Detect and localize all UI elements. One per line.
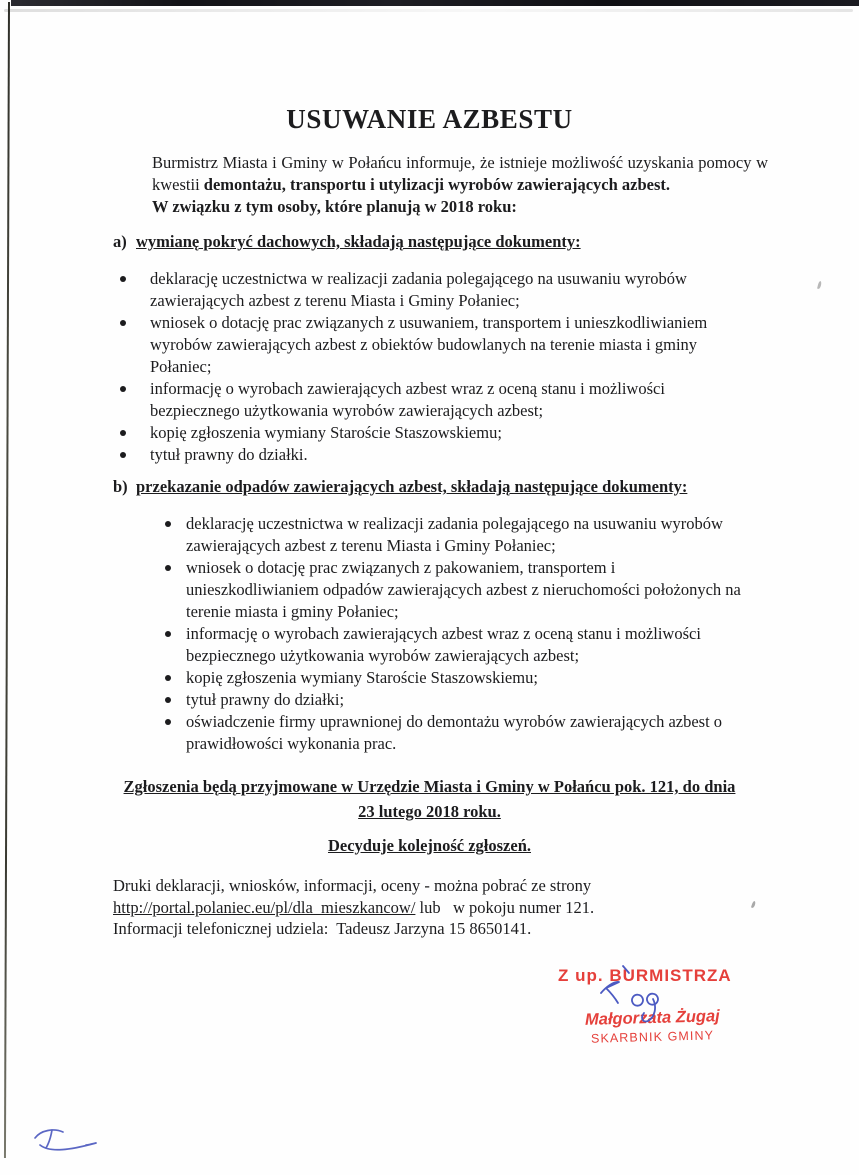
list-item: kopię zgłoszenia wymiany Staroście Staszowskiemu; [163, 667, 747, 689]
section-b-list [163, 513, 747, 755]
download-info-line1: Druki deklaracji, wniosków, informacji, oceny - można pobrać ze strony [113, 876, 592, 895]
section-b-heading-text: przekazanie odpadów zawierających azbest, składają następujące dokumenty: [136, 477, 688, 496]
intro-text: Burmistrz Miasta i Gminy w Połańcu informuje, że istnieje możliwość uzyskania pomocy w kwestii [152, 153, 768, 194]
scan-edge-top-shadow [4, 9, 853, 12]
intro-bold-line: W związku z tym osoby, które planują w 2018 roku: [152, 197, 517, 216]
list-item: oświadczenie firmy uprawnionej do demontażu wyrobów zawierających azbest o prawidłowości wykonania prac. [163, 711, 747, 755]
section-a-marker: a) [113, 232, 127, 251]
scan-edge-left [4, 2, 10, 1158]
section-b-heading [113, 476, 799, 498]
list-item: deklarację uczestnictwa w realizacji zadania polegającego na usuwaniu wyrobów zawierających azbest z terenu Miasta i Gminy Połaniec; [163, 513, 747, 557]
section-b-marker: b) [113, 477, 128, 496]
download-info-after-url: lub w pokoju numer 121. [415, 897, 595, 917]
list-item: informację o wyrobach zawierających azbest wraz z oceną stanu i możliwości bezpiecznego użytkowania wyrobów zawierających azbest; [163, 623, 747, 667]
intro-paragraph [152, 152, 768, 218]
download-info [113, 875, 779, 940]
list-item: wniosek o dotację prac związanych z usuwaniem, transportem i unieszkodliwianiem wyrobów zawierających azbest z obiektów budowlanych na terenie miasta i gminy Połaniec; [118, 312, 740, 378]
handwritten-paraph [28, 1124, 108, 1158]
list-item: tytuł prawny do działki. [118, 444, 740, 466]
download-info-line2 [113, 897, 779, 919]
list-item: informację o wyrobach zawierających azbest wraz z oceną stanu i możliwości bezpiecznego użytkowania wyrobów zawierających azbest; [118, 378, 740, 422]
portal-url-link[interactable]: http://portal.polaniec.eu/pl/dla_mieszkancow/ [113, 897, 416, 917]
list-item: wniosek o dotację prac związanych z pakowaniem, transportem i unieszkodliwianiem odpadów zawierających azbest z nieruchomości położonych na terenie miasta i gminy Połaniec; [163, 557, 747, 623]
scan-edge-top [11, 0, 859, 6]
section-a-heading-text: wymianę pokryć dachowych, składają następujące dokumenty: [136, 232, 581, 251]
submission-notice-line2: 23 lutego 2018 roku. [358, 802, 501, 821]
stamp-signer-name: Małgorzata Żugaj [584, 1007, 720, 1029]
order-note: Decyduje kolejność zgłoszeń. [327, 836, 531, 855]
scan-speck [817, 281, 822, 289]
list-item: deklarację uczestnictwa w realizacji zadania polegającego na usuwaniu wyrobów zawierających azbest z terenu Miasta i Gminy Połaniec; [118, 268, 740, 312]
intro-bold-phrase: demontażu, transportu i utylizacji wyrobów zawierających azbest. [203, 175, 671, 194]
section-a-heading [113, 231, 799, 253]
list-item: kopię zgłoszenia wymiany Staroście Staszowskiemu; [118, 422, 740, 444]
submission-notice [85, 774, 774, 824]
stamp-signer-role: SKARBNIK GMINY [590, 1028, 715, 1046]
submission-notice-line1: Zgłoszenia będą przyjmowane w Urzędzie Miasta i Gminy w Połańcu pok. 121, do dnia [123, 777, 736, 796]
section-a-list [118, 268, 740, 466]
list-item: tytuł prawny do działki; [163, 689, 747, 711]
document-title: USUWANIE AZBESTU [286, 104, 573, 134]
phone-info-line: Informacji telefonicznej udziela: Tadeusz Jarzyna 15 8650141. [113, 919, 532, 938]
stamp-authorization: Z up. BURMISTRZA [558, 966, 732, 985]
